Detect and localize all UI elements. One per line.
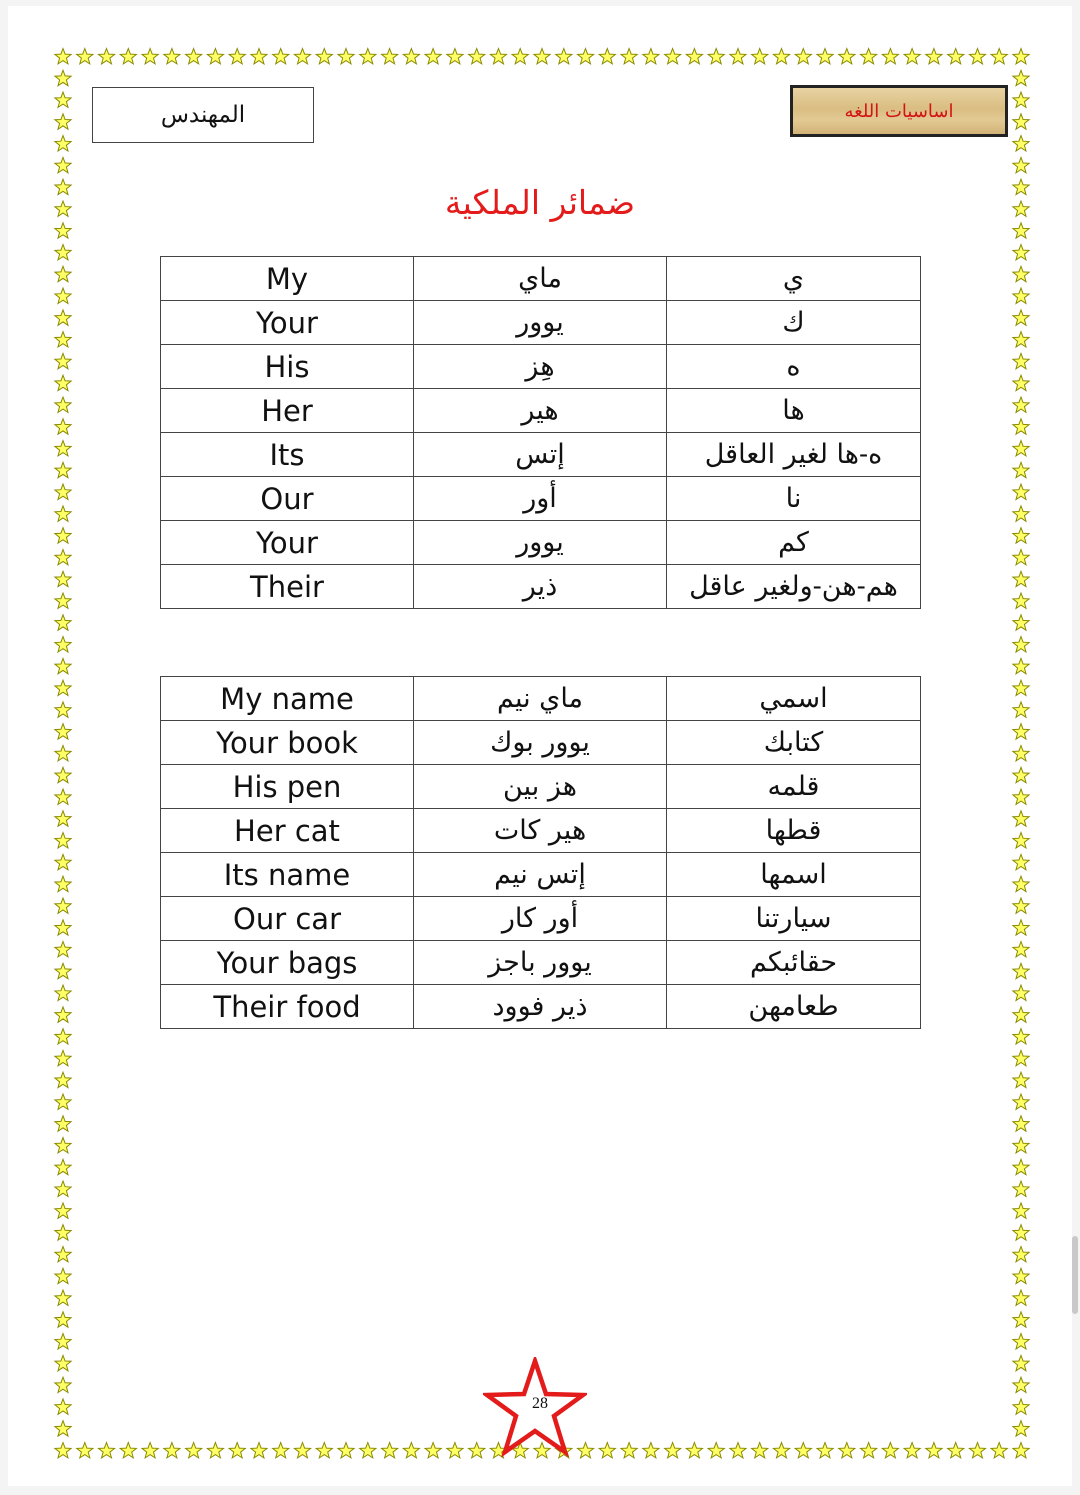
border-star-icon xyxy=(1013,985,1029,1000)
border-star-icon xyxy=(55,1268,71,1283)
border-star-icon xyxy=(752,1443,768,1458)
arabic-cell: حقائبكم xyxy=(667,941,921,985)
border-star-icon xyxy=(1013,528,1029,543)
border-star-icon xyxy=(142,49,158,64)
pronunciation-cell: هز بين xyxy=(414,765,667,809)
border-star-icon xyxy=(55,92,71,107)
border-star-icon xyxy=(55,419,71,434)
border-star-icon xyxy=(969,1443,985,1458)
english-cell: Our xyxy=(161,477,414,521)
border-star-icon xyxy=(1013,1159,1029,1174)
pronunciation-cell: يوور xyxy=(414,521,667,565)
possessive-examples-table xyxy=(160,676,921,1029)
table-row xyxy=(161,721,921,765)
border-star-icon xyxy=(55,571,71,586)
border-star-icon xyxy=(1013,114,1029,129)
border-star-icon xyxy=(55,1072,71,1087)
border-star-icon xyxy=(55,1247,71,1262)
border-star-icon xyxy=(55,789,71,804)
border-star-icon xyxy=(1013,1377,1029,1392)
border-star-icon xyxy=(55,702,71,717)
english-cell: Their xyxy=(161,565,414,609)
language-basics-label: اساسيات اللغه xyxy=(844,100,954,122)
english-cell: Your bags xyxy=(161,941,414,985)
border-star-icon xyxy=(55,1094,71,1109)
border-star-icon xyxy=(403,49,419,64)
border-star-icon xyxy=(77,1443,93,1458)
border-star-icon xyxy=(55,920,71,935)
border-star-icon xyxy=(1013,876,1029,891)
border-star-icon xyxy=(99,1443,115,1458)
border-star-icon xyxy=(1013,245,1029,260)
border-star-icon xyxy=(273,49,289,64)
border-star-icon xyxy=(752,49,768,64)
border-star-icon xyxy=(55,1029,71,1044)
border-star-icon xyxy=(55,1443,71,1458)
border-star-icon xyxy=(447,1443,463,1458)
english-cell: Its xyxy=(161,433,414,477)
border-star-icon xyxy=(55,1312,71,1327)
border-star-icon xyxy=(1013,288,1029,303)
border-star-icon xyxy=(1013,854,1029,869)
border-star-icon xyxy=(730,49,746,64)
border-star-icon xyxy=(839,49,855,64)
border-star-icon xyxy=(1013,1225,1029,1240)
arabic-cell: قلمه xyxy=(667,765,921,809)
border-star-icon xyxy=(1013,484,1029,499)
border-star-icon xyxy=(926,49,942,64)
border-star-icon xyxy=(55,1290,71,1305)
border-star-icon xyxy=(1013,571,1029,586)
english-cell: Her xyxy=(161,389,414,433)
arabic-cell: هم-هن-ولغير عاقل xyxy=(667,565,921,609)
border-star-icon xyxy=(55,223,71,238)
border-star-icon xyxy=(338,1443,354,1458)
border-star-icon xyxy=(1013,1050,1029,1065)
table-row xyxy=(161,389,921,433)
border-star-icon xyxy=(534,49,550,64)
border-star-icon xyxy=(55,441,71,456)
border-star-icon xyxy=(55,353,71,368)
english-cell: His pen xyxy=(161,765,414,809)
arabic-cell: طعامهن xyxy=(667,985,921,1029)
border-star-icon xyxy=(1013,942,1029,957)
border-star-icon xyxy=(1013,1181,1029,1196)
english-cell: Their food xyxy=(161,985,414,1029)
arabic-cell: كم xyxy=(667,521,921,565)
border-star-icon xyxy=(55,1225,71,1240)
border-star-icon xyxy=(403,1443,419,1458)
table-row xyxy=(161,897,921,941)
border-star-icon xyxy=(55,1399,71,1414)
border-star-icon xyxy=(338,49,354,64)
border-star-icon xyxy=(273,1443,289,1458)
border-star-icon xyxy=(55,1377,71,1392)
border-star-icon xyxy=(708,49,724,64)
border-star-icon xyxy=(425,1443,441,1458)
border-star-icon xyxy=(55,1116,71,1131)
english-cell: Your xyxy=(161,521,414,565)
english-cell: Your book xyxy=(161,721,414,765)
border-star-icon xyxy=(1013,1116,1029,1131)
border-star-icon xyxy=(360,1443,376,1458)
border-star-icon xyxy=(316,49,332,64)
border-star-icon xyxy=(1013,70,1029,85)
border-star-icon xyxy=(1013,419,1029,434)
border-star-icon xyxy=(1013,1007,1029,1022)
border-star-icon xyxy=(1013,1290,1029,1305)
border-star-icon xyxy=(1013,1312,1029,1327)
border-star-icon xyxy=(55,833,71,848)
border-star-icon xyxy=(55,854,71,869)
border-star-icon xyxy=(1013,310,1029,325)
border-star-icon xyxy=(512,49,528,64)
english-cell: Her cat xyxy=(161,809,414,853)
english-cell: His xyxy=(161,345,414,389)
border-star-icon xyxy=(382,1443,398,1458)
pronunciation-cell: هير xyxy=(414,389,667,433)
border-star-icon xyxy=(55,658,71,673)
border-star-icon xyxy=(55,746,71,761)
border-star-icon xyxy=(1013,767,1029,782)
border-star-icon xyxy=(599,49,615,64)
border-star-icon xyxy=(556,49,572,64)
border-star-icon xyxy=(1013,615,1029,630)
border-star-icon xyxy=(55,70,71,85)
border-star-icon xyxy=(55,484,71,499)
border-star-icon xyxy=(77,49,93,64)
border-star-icon xyxy=(55,506,71,521)
border-star-icon xyxy=(1013,332,1029,347)
scrollbar-thumb[interactable] xyxy=(1072,1236,1078,1314)
border-star-icon xyxy=(795,1443,811,1458)
border-star-icon xyxy=(55,310,71,325)
border-star-icon xyxy=(1013,1247,1029,1262)
border-star-icon xyxy=(991,1443,1007,1458)
pronunciation-cell: ذير xyxy=(414,565,667,609)
border-star-icon xyxy=(839,1443,855,1458)
arabic-cell: ك xyxy=(667,301,921,345)
border-star-icon xyxy=(1013,1399,1029,1414)
border-star-icon xyxy=(99,49,115,64)
border-star-icon xyxy=(55,1159,71,1174)
border-star-icon xyxy=(55,266,71,281)
border-star-icon xyxy=(55,898,71,913)
border-star-icon xyxy=(186,1443,202,1458)
border-star-icon xyxy=(991,49,1007,64)
border-star-icon xyxy=(55,1203,71,1218)
border-star-icon xyxy=(621,49,637,64)
border-star-icon xyxy=(795,49,811,64)
pronunciation-cell: أور xyxy=(414,477,667,521)
arabic-cell: كتابك xyxy=(667,721,921,765)
border-star-icon xyxy=(55,245,71,260)
border-star-icon xyxy=(55,985,71,1000)
border-star-icon xyxy=(1013,353,1029,368)
border-star-icon xyxy=(55,593,71,608)
border-star-icon xyxy=(425,49,441,64)
border-star-icon xyxy=(1013,1072,1029,1087)
pronunciation-cell: هير كات xyxy=(414,809,667,853)
border-star-icon xyxy=(730,1443,746,1458)
border-star-icon xyxy=(643,1443,659,1458)
table-row xyxy=(161,301,921,345)
arabic-cell: ه xyxy=(667,345,921,389)
border-star-icon xyxy=(294,1443,310,1458)
border-star-icon xyxy=(316,1443,332,1458)
border-star-icon xyxy=(142,1443,158,1458)
pronunciation-cell: ماي نيم xyxy=(414,677,667,721)
english-cell: My name xyxy=(161,677,414,721)
border-star-icon xyxy=(55,942,71,957)
border-star-icon xyxy=(164,1443,180,1458)
border-star-icon xyxy=(1013,92,1029,107)
border-star-icon xyxy=(1013,811,1029,826)
border-star-icon xyxy=(1013,136,1029,151)
border-star-icon xyxy=(1013,462,1029,477)
arabic-cell: نا xyxy=(667,477,921,521)
page-title: ضمائر الملكية xyxy=(444,183,636,222)
border-star-icon xyxy=(1013,49,1029,64)
border-star-icon xyxy=(55,1181,71,1196)
border-star-icon xyxy=(490,49,506,64)
border-star-icon xyxy=(1013,1029,1029,1044)
border-star-icon xyxy=(948,1443,964,1458)
border-star-icon xyxy=(904,49,920,64)
border-star-icon xyxy=(621,1443,637,1458)
border-star-icon xyxy=(55,1138,71,1153)
language-basics-box xyxy=(790,85,1008,137)
border-star-icon xyxy=(1013,1334,1029,1349)
border-star-icon xyxy=(55,550,71,565)
border-star-icon xyxy=(1013,1203,1029,1218)
arabic-cell: قطها xyxy=(667,809,921,853)
border-star-icon xyxy=(1013,833,1029,848)
border-star-icon xyxy=(55,136,71,151)
border-star-icon xyxy=(882,49,898,64)
border-star-icon xyxy=(1013,223,1029,238)
border-star-icon xyxy=(120,1443,136,1458)
border-star-icon xyxy=(1013,506,1029,521)
border-star-icon xyxy=(969,49,985,64)
border-star-icon xyxy=(55,1050,71,1065)
border-star-icon xyxy=(1013,1138,1029,1153)
pronunciation-cell: ذير فوود xyxy=(414,985,667,1029)
border-star-icon xyxy=(251,49,267,64)
border-star-icon xyxy=(120,49,136,64)
border-star-icon xyxy=(1013,441,1029,456)
border-star-icon xyxy=(665,49,681,64)
border-star-icon xyxy=(55,767,71,782)
border-star-icon xyxy=(55,1334,71,1349)
border-star-icon xyxy=(447,49,463,64)
border-star-icon xyxy=(164,49,180,64)
border-star-icon xyxy=(926,1443,942,1458)
table-row xyxy=(161,853,921,897)
border-star-icon xyxy=(55,680,71,695)
border-star-icon xyxy=(55,49,71,64)
border-star-icon xyxy=(55,615,71,630)
border-star-icon xyxy=(643,49,659,64)
english-cell: My xyxy=(161,257,414,301)
pronunciation-cell: ماي xyxy=(414,257,667,301)
border-star-icon xyxy=(1013,789,1029,804)
border-star-icon xyxy=(1013,266,1029,281)
border-star-icon xyxy=(55,288,71,303)
border-star-icon xyxy=(665,1443,681,1458)
table-row xyxy=(161,809,921,853)
arabic-cell: اسمي xyxy=(667,677,921,721)
border-star-icon xyxy=(708,1443,724,1458)
border-star-icon xyxy=(1013,680,1029,695)
border-star-icon xyxy=(1013,1443,1029,1458)
pronunciation-cell: أور كار xyxy=(414,897,667,941)
border-star-icon xyxy=(817,49,833,64)
pronunciation-cell: هِز xyxy=(414,345,667,389)
border-star-icon xyxy=(817,1443,833,1458)
engineer-label-box xyxy=(92,87,314,143)
border-star-icon xyxy=(55,811,71,826)
border-star-icon xyxy=(1013,1421,1029,1436)
border-star-icon xyxy=(1013,963,1029,978)
border-star-icon xyxy=(1013,397,1029,412)
border-star-icon xyxy=(861,1443,877,1458)
border-star-icon xyxy=(55,528,71,543)
border-star-icon xyxy=(904,1443,920,1458)
border-star-icon xyxy=(578,49,594,64)
border-star-icon xyxy=(55,963,71,978)
border-star-icon xyxy=(1013,1268,1029,1283)
border-star-icon xyxy=(251,1443,267,1458)
english-cell: Your xyxy=(161,301,414,345)
arabic-cell: ه-ها لغير العاقل xyxy=(667,433,921,477)
border-star-icon xyxy=(294,49,310,64)
table-row xyxy=(161,345,921,389)
border-star-icon xyxy=(882,1443,898,1458)
border-star-icon xyxy=(55,724,71,739)
border-star-icon xyxy=(686,1443,702,1458)
border-star-icon xyxy=(55,876,71,891)
border-star-icon xyxy=(1013,658,1029,673)
border-star-icon xyxy=(382,49,398,64)
table-row xyxy=(161,941,921,985)
border-star-icon xyxy=(55,1007,71,1022)
border-star-icon xyxy=(773,1443,789,1458)
border-star-icon xyxy=(1013,920,1029,935)
table-row xyxy=(161,765,921,809)
possessive-pronouns-table xyxy=(160,256,921,609)
border-star-icon xyxy=(1013,898,1029,913)
border-star-icon xyxy=(55,637,71,652)
english-cell: Our car xyxy=(161,897,414,941)
border-star-icon xyxy=(55,157,71,172)
border-star-icon xyxy=(1013,1094,1029,1109)
page-number: 28 xyxy=(532,1395,548,1412)
border-star-icon xyxy=(469,49,485,64)
border-star-icon xyxy=(55,397,71,412)
engineer-label: المهندس xyxy=(160,102,246,128)
arabic-cell: اسمها xyxy=(667,853,921,897)
pronunciation-cell: يوور بوك xyxy=(414,721,667,765)
border-star-icon xyxy=(948,49,964,64)
border-star-icon xyxy=(1013,746,1029,761)
border-star-icon xyxy=(360,49,376,64)
border-star-icon xyxy=(55,1421,71,1436)
pronunciation-cell: يوور xyxy=(414,301,667,345)
arabic-cell: ي xyxy=(667,257,921,301)
table-row xyxy=(161,521,921,565)
border-star-icon xyxy=(186,49,202,64)
border-star-icon xyxy=(1013,550,1029,565)
border-star-icon xyxy=(1013,724,1029,739)
border-star-icon xyxy=(599,1443,615,1458)
border-star-icon xyxy=(207,49,223,64)
pronunciation-cell: يوور باجز xyxy=(414,941,667,985)
border-star-icon xyxy=(55,1355,71,1370)
border-star-icon xyxy=(773,49,789,64)
table-row xyxy=(161,985,921,1029)
table-row xyxy=(161,477,921,521)
border-star-icon xyxy=(55,332,71,347)
pronunciation-cell: إتس نيم xyxy=(414,853,667,897)
arabic-cell: ها xyxy=(667,389,921,433)
border-star-icon xyxy=(207,1443,223,1458)
arabic-cell: سيارتنا xyxy=(667,897,921,941)
border-star-icon xyxy=(55,114,71,129)
table-row xyxy=(161,433,921,477)
english-cell: Its name xyxy=(161,853,414,897)
border-star-icon xyxy=(55,375,71,390)
border-star-icon xyxy=(686,49,702,64)
border-star-icon xyxy=(1013,702,1029,717)
border-star-icon xyxy=(1013,637,1029,652)
border-star-icon xyxy=(1013,375,1029,390)
border-star-icon xyxy=(55,462,71,477)
table-row xyxy=(161,257,921,301)
border-star-icon xyxy=(1013,1355,1029,1370)
border-star-icon xyxy=(229,49,245,64)
table-row xyxy=(161,677,921,721)
border-star-icon xyxy=(1013,593,1029,608)
table-row xyxy=(161,565,921,609)
border-star-icon xyxy=(861,49,877,64)
border-star-icon xyxy=(229,1443,245,1458)
pronunciation-cell: إتس xyxy=(414,433,667,477)
border-star-icon xyxy=(1013,157,1029,172)
